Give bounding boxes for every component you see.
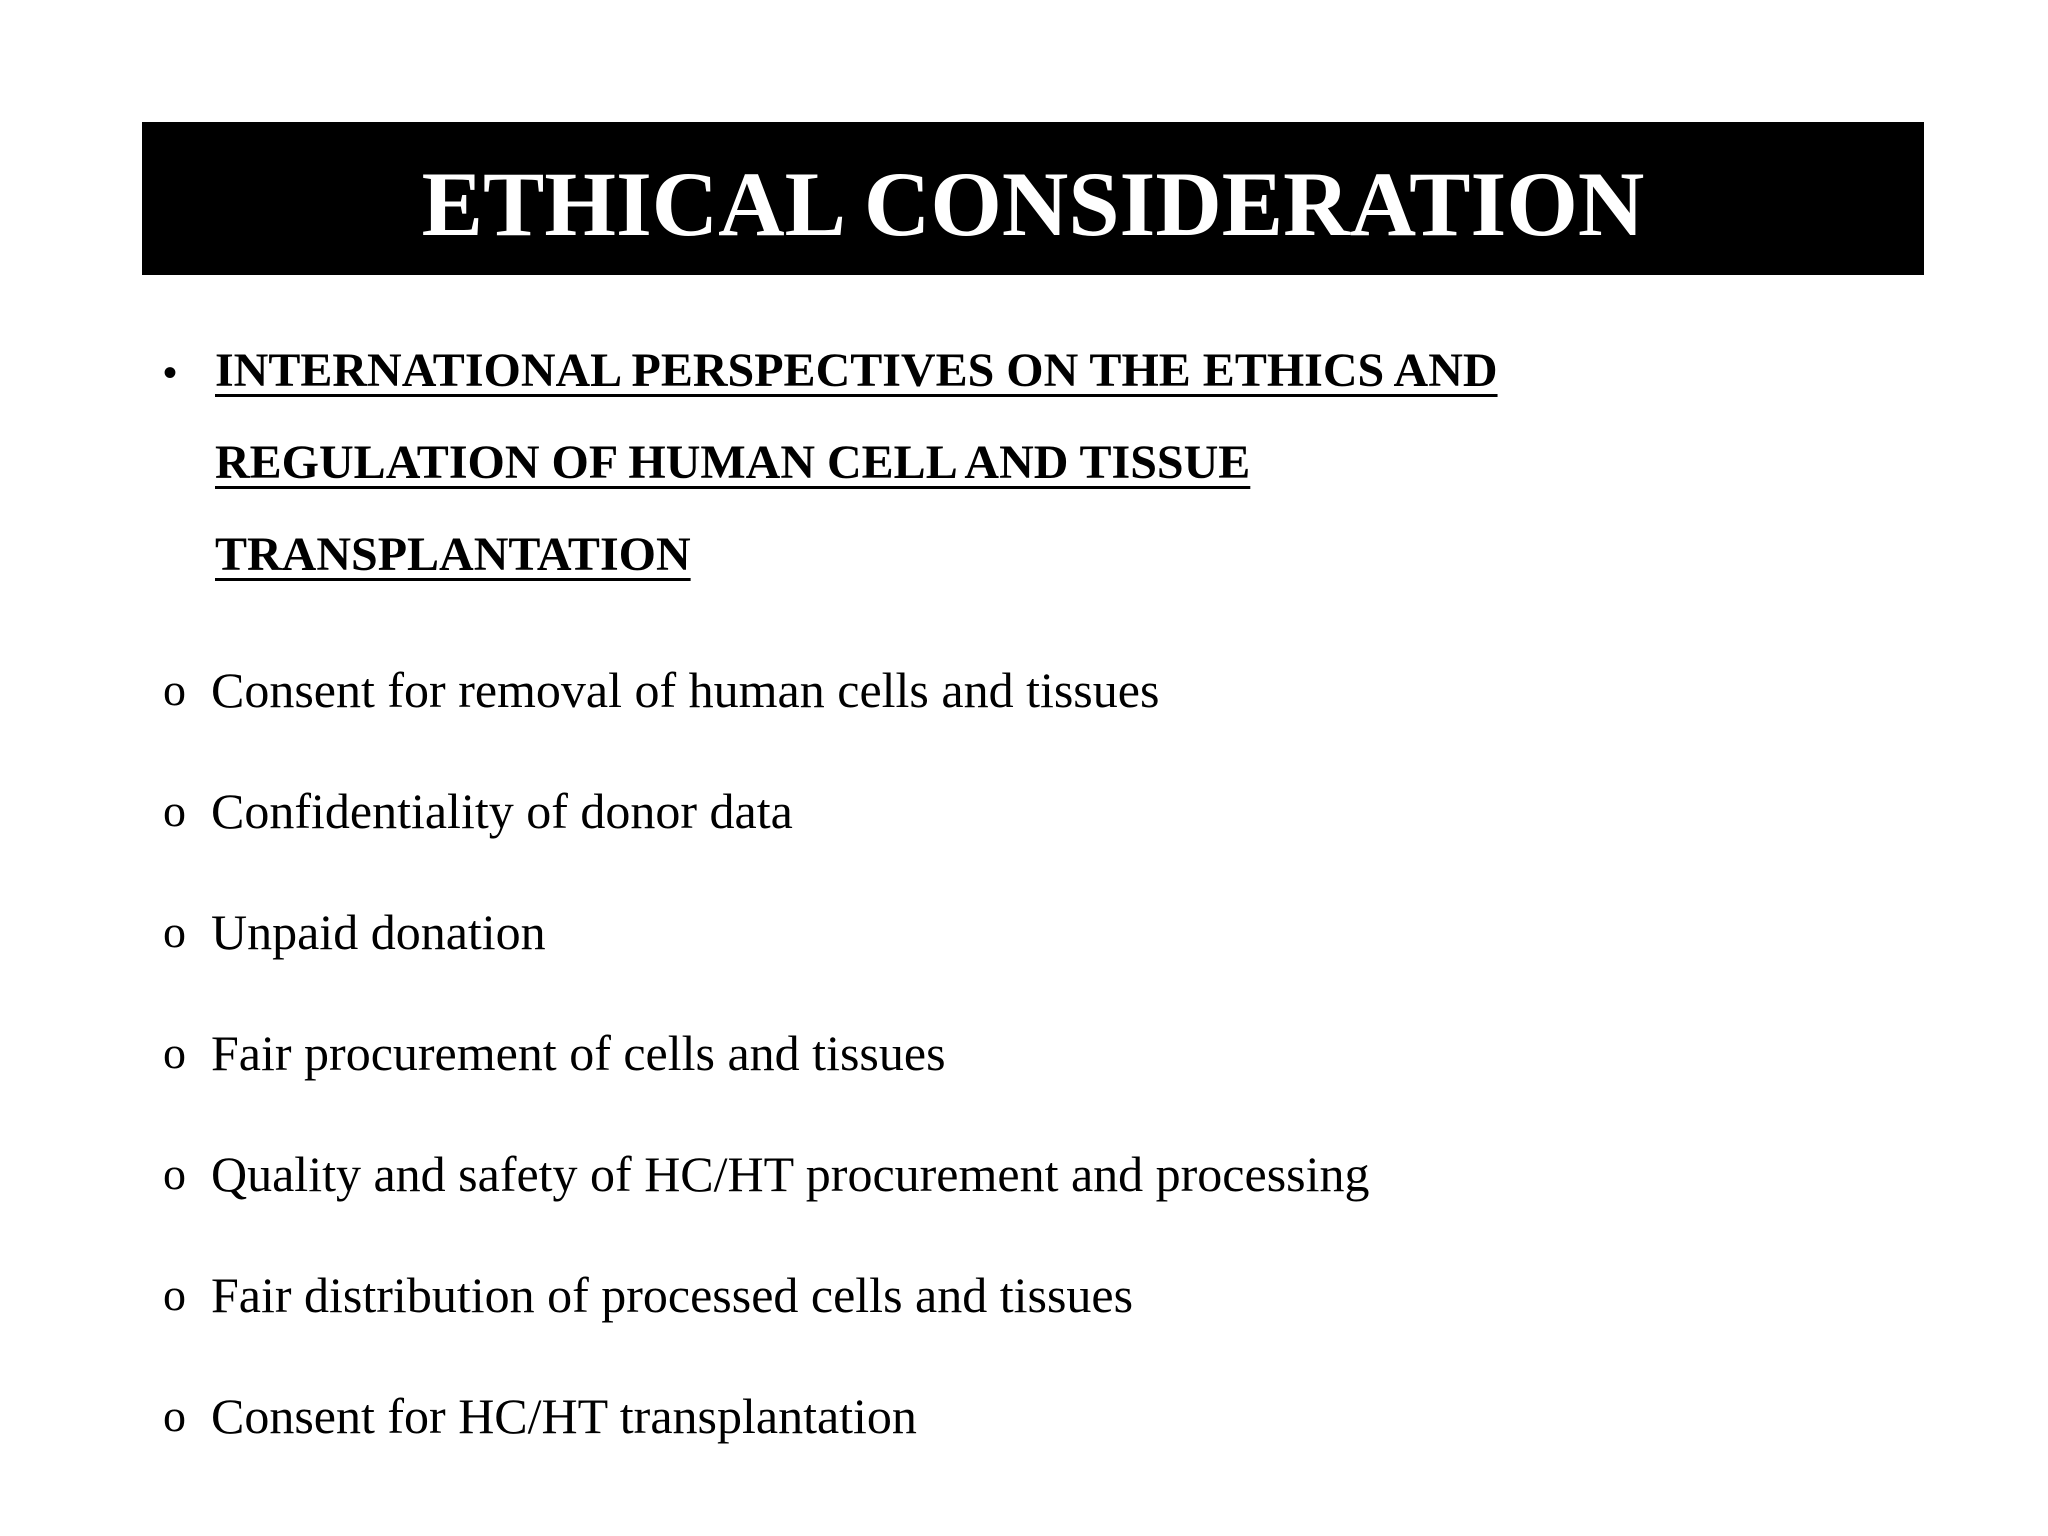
slide-title: ETHICAL CONSIDERATION (421, 152, 1645, 255)
list-item (163, 781, 1863, 902)
list-item-text: Fair procurement of cells and tissues (211, 1025, 946, 1081)
list-marker: o (163, 1027, 186, 1078)
list-marker: o (163, 785, 186, 836)
list-marker: o (163, 906, 186, 957)
list-marker: o (163, 664, 186, 715)
list-marker: o (163, 1390, 186, 1441)
list-item-text: Unpaid donation (211, 904, 546, 960)
list-item (163, 1386, 1863, 1507)
list-item (163, 1265, 1863, 1386)
heading-text: INTERNATIONAL PERSPECTIVES ON THE ETHICS AND REGULATION OF HUMAN CELL AND TISSUE TRANSPLANTATION (215, 344, 1498, 581)
list-item-text: Confidentiality of donor data (211, 783, 793, 839)
list-item (163, 660, 1863, 781)
list-item-text: Quality and safety of HC/HT procurement and processing (211, 1146, 1370, 1202)
list-item-text: Consent for HC/HT transplantation (211, 1388, 917, 1444)
list-item (163, 902, 1863, 1023)
consideration-list (163, 660, 1863, 1507)
title-bar (142, 122, 1924, 275)
list-item-text: Fair distribution of processed cells and tissues (211, 1267, 1134, 1323)
list-item (163, 1144, 1863, 1265)
heading-bullet: • (163, 350, 178, 395)
list-marker: o (163, 1148, 186, 1199)
list-item (163, 1023, 1863, 1144)
list-marker: o (163, 1269, 186, 1320)
list-item-text: Consent for removal of human cells and tissues (211, 662, 1160, 718)
